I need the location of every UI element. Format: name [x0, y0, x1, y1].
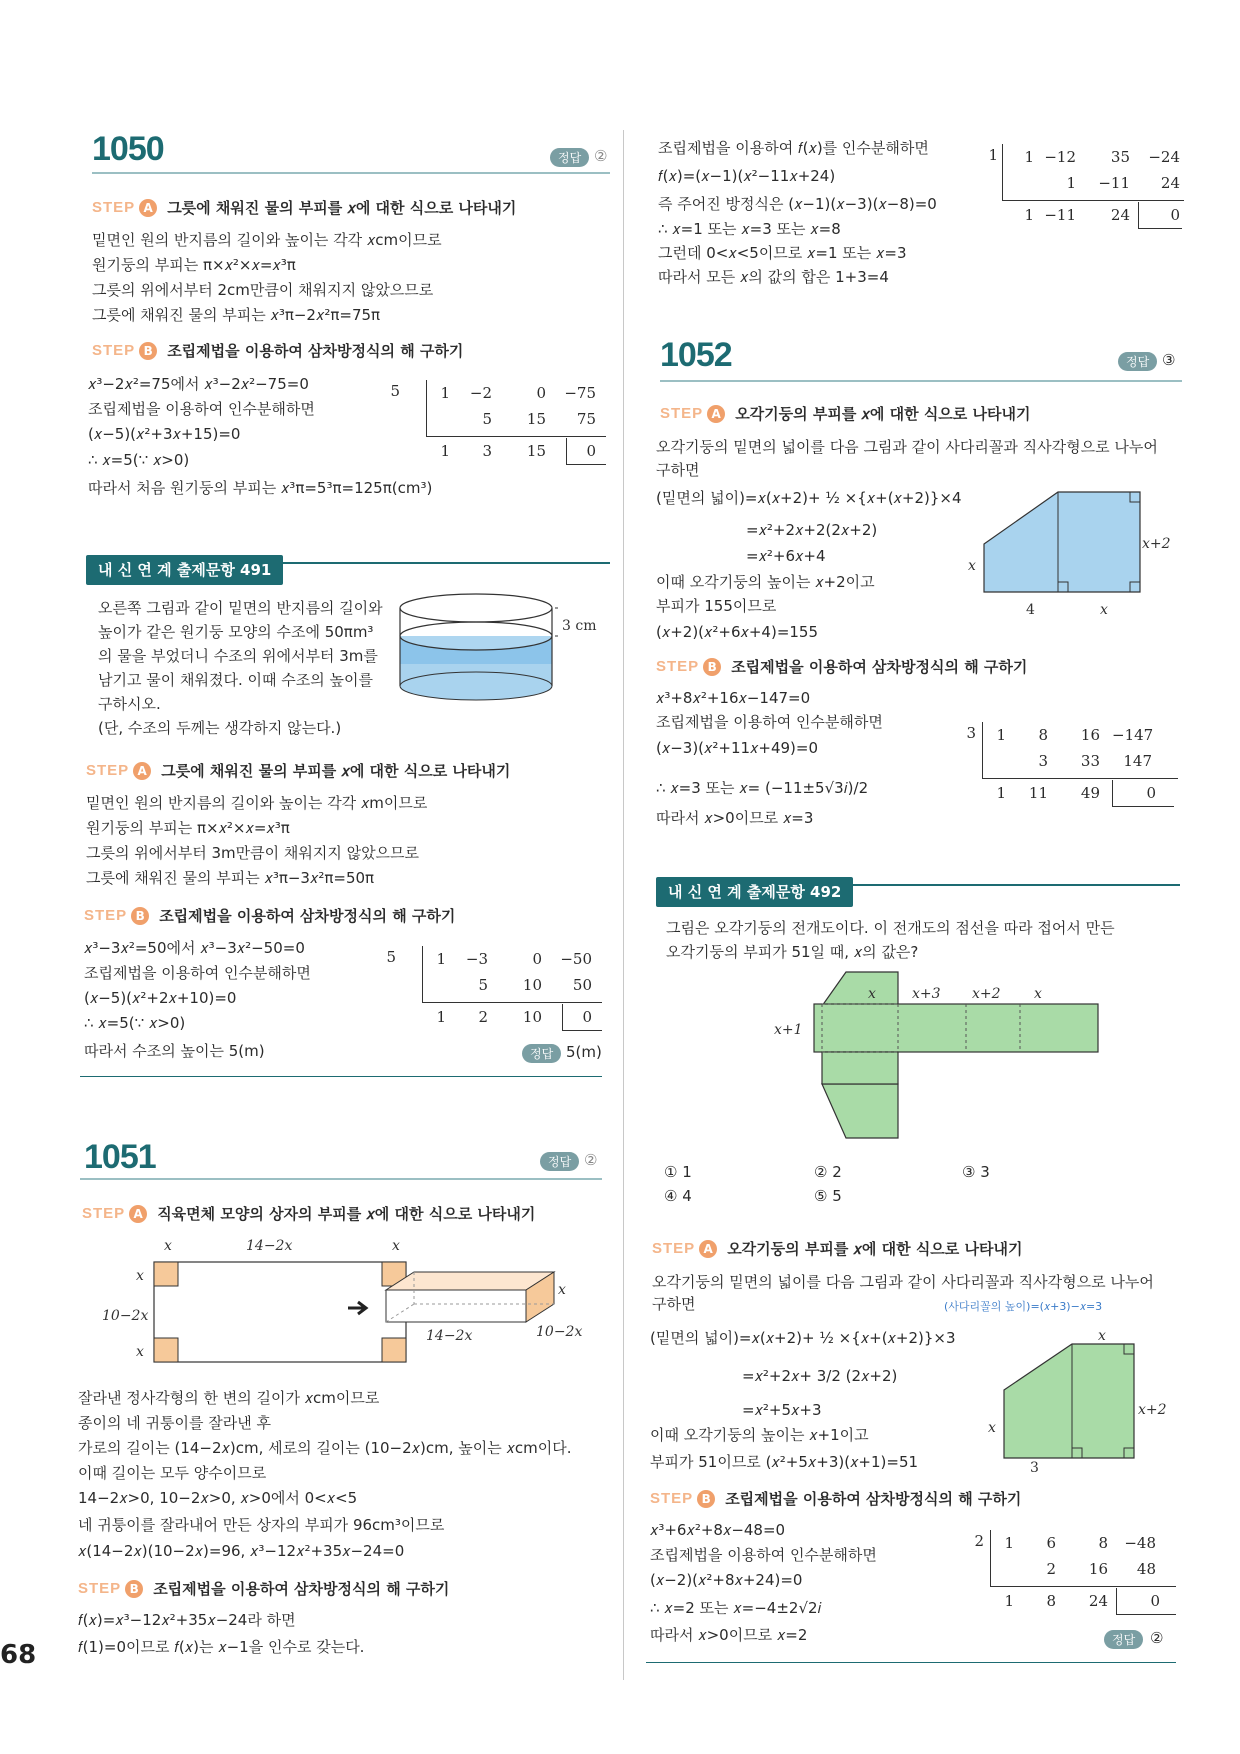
text-line: 이때 오각기둥의 높이는 𝑥+2이고: [656, 573, 875, 591]
question-line: (단, 수조의 두께는 생각하지 않는다.): [98, 719, 342, 737]
step-a-heading-491: STEP A 그릇에 채워진 물의 부피를 𝑥에 대한 식으로 나타내기: [86, 762, 511, 780]
step-b-heading-1051: STEP B 조립제법을 이용하여 삼차방정식의 해 구하기: [78, 1580, 450, 1598]
fig-label-top: 𝑥: [1098, 1328, 1106, 1344]
step-a-heading-492: STEP A 오각기둥의 부피를 𝑥에 대한 식으로 나타내기: [652, 1240, 1023, 1258]
fig-label-bottom-b: 𝑥: [1100, 602, 1108, 618]
synth-cell: 2: [478, 1008, 488, 1026]
pentagon-base-figure-492: [986, 1328, 1182, 1476]
choice-2[interactable]: ② 2: [814, 1163, 842, 1181]
section-rule: [92, 172, 610, 174]
step-b-heading-492: STEP B 조립제법을 이용하여 삼차방정식의 해 구하기: [650, 1490, 1022, 1508]
text-line: =𝑥²+2𝑥+ 3/2 (2𝑥+2): [742, 1367, 898, 1385]
synth-cell: −2: [469, 384, 492, 402]
synthetic-division-492: [974, 1530, 1180, 1620]
problem-number-1051: 1051: [84, 1138, 156, 1176]
text-line: 구하면: [652, 1295, 696, 1313]
text-line: 종이의 네 귀퉁이를 잘라낸 후: [78, 1414, 271, 1432]
text-line: 따라서 수조의 높이는 5(m): [84, 1042, 265, 1060]
synth-root: 2: [974, 1532, 984, 1550]
label-box-bottom: 14−2𝑥: [426, 1328, 473, 1344]
synth-remainder: 0: [1170, 206, 1180, 224]
label-x: 𝑥: [136, 1268, 144, 1284]
synth-remainder: 0: [586, 442, 596, 460]
question-line: 구하시오.: [98, 695, 161, 713]
problem-number-1050: 1050: [92, 130, 164, 168]
fig-label-left: 𝑥: [988, 1420, 996, 1436]
synth-cell: 24: [1160, 174, 1180, 192]
problem-number-1052: 1052: [660, 336, 732, 374]
text-line: ∴ 𝑥=1 또는 𝑥=3 또는 𝑥=8: [658, 220, 841, 238]
label-x: 𝑥: [136, 1344, 144, 1360]
text-line: 이때 오각기둥의 높이는 𝑥+1이고: [650, 1426, 869, 1444]
synth-cell: 1: [1024, 148, 1034, 166]
synth-cell: 75: [576, 410, 596, 428]
synth-cell: 24: [1110, 206, 1130, 224]
text-line: 그릇에 채워진 물의 부피는 𝑥³π−2𝑥²π=75π: [92, 306, 381, 324]
text-line: 원기둥의 부피는 π×𝑥²×𝑥=𝑥³π: [86, 819, 290, 837]
text-line: 14−2𝑥>0, 10−2𝑥>0, 𝑥>0에서 0<𝑥<5: [78, 1489, 358, 1507]
synth-remainder-bar: [1112, 780, 1113, 806]
net-label-4: 𝑥: [1034, 986, 1042, 1002]
cylinder-tank-figure: [398, 592, 608, 710]
synth-cell: 0: [532, 950, 542, 968]
exam-banner-492: 내 신 연 계 출제문항 492: [656, 877, 853, 907]
text-line: 조립제법을 이용하여 인수분해하면: [88, 400, 315, 418]
synth-root: 5: [390, 382, 400, 400]
text-line: 부피가 51이므로 (𝑥²+5𝑥+3)(𝑥+1)=51: [650, 1453, 919, 1471]
text-line: 그릇의 위에서부터 2cm만큼이 채워지지 않았으므로: [92, 281, 434, 299]
choice-1[interactable]: ① 1: [664, 1163, 692, 1181]
text-line: (𝑥−2)(𝑥²+8𝑥+24)=0: [650, 1571, 803, 1589]
answer-badge: 정답: [550, 148, 589, 167]
text-line: (밑면의 넓이)=𝑥(𝑥+2)+ ½ ×{𝑥+(𝑥+2)}×3: [650, 1329, 956, 1347]
text-line: 네 귀퉁이를 잘라내어 만든 상자의 부피가 96cm³이므로: [78, 1516, 445, 1534]
text-line: 이때 길이는 모두 양수이므로: [78, 1464, 267, 1482]
synth-cell: 15: [526, 442, 546, 460]
synth-cell: 8: [1038, 726, 1048, 744]
answer-badge: 정답: [522, 1044, 561, 1063]
synth-line: [422, 1002, 602, 1003]
exam-banner-491: 내 신 연 계 출제문항 491: [86, 555, 283, 585]
synth-remainder-line: [1138, 228, 1182, 229]
label-box-right: 10−2𝑥: [536, 1324, 583, 1340]
step-b-heading-491: STEP B 조립제법을 이용하여 삼차방정식의 해 구하기: [84, 907, 456, 925]
text-line: (𝑥+2)(𝑥²+6𝑥+4)=155: [656, 623, 819, 641]
text-line: 조립제법을 이용하여 𝑓(𝑥)를 인수분해하면: [658, 139, 929, 157]
synth-root: 3: [966, 724, 976, 742]
answer-value-1050: ②: [594, 147, 608, 165]
text-line: 잘라낸 정사각형의 한 변의 길이가 𝑥cm이므로: [78, 1389, 380, 1407]
synth-cell: 147: [1123, 752, 1152, 770]
synth-remainder-line: [562, 1030, 602, 1031]
text-line: (밑면의 넓이)=𝑥(𝑥+2)+ ½ ×{𝑥+(𝑥+2)}×4: [656, 489, 962, 507]
text-line: 따라서 모든 𝑥의 값의 합은 1+3=4: [658, 268, 889, 286]
text-line: 그런데 0<𝑥<5이므로 𝑥=1 또는 𝑥=3: [658, 244, 907, 262]
section-end-rule: [80, 1076, 602, 1077]
fig-label-right: 𝑥+2: [1142, 536, 1171, 552]
synth-cell: 10: [522, 976, 542, 994]
synth-cell: 16: [1080, 726, 1100, 744]
synth-remainder-bar: [1138, 202, 1139, 228]
answer-value-492: ②: [1150, 1629, 1164, 1647]
net-label-side: 𝑥+1: [774, 1022, 803, 1038]
text-line: 오각기둥의 밑면의 넓이를 다음 그림과 같이 사다리꼴과 직사각형으로 나누어: [656, 438, 1158, 456]
fig-label-bottom-a: 4: [1026, 602, 1035, 618]
synth-cell: 35: [1110, 148, 1130, 166]
synth-cell: −11: [1044, 206, 1076, 224]
text-line: 𝑓(𝑥)=𝑥³−12𝑥²+35𝑥−24라 하면: [78, 1611, 296, 1629]
text-line: (𝑥−5)(𝑥²+2𝑥+10)=0: [84, 989, 237, 1007]
text-line: 부피가 155이므로: [656, 597, 777, 615]
text-line: 𝑥³+8𝑥²+16𝑥−147=0: [656, 689, 811, 707]
step-b-heading-1050: STEP B 조립제법을 이용하여 삼차방정식의 해 구하기: [92, 342, 464, 360]
synth-cell: −12: [1044, 148, 1076, 166]
column-divider: [623, 130, 624, 1680]
synth-remainder-bar: [1116, 1588, 1117, 1614]
section-rule: [80, 1178, 602, 1180]
text-line: 조립제법을 이용하여 인수분해하면: [656, 713, 883, 731]
text-line: 𝑥³+6𝑥²+8𝑥−48=0: [650, 1521, 786, 1539]
synth-cell: 48: [1136, 1560, 1156, 1578]
synth-root: 5: [386, 948, 396, 966]
text-line: 그릇의 위에서부터 3m만큼이 채워지지 않았으므로: [86, 844, 420, 862]
text-line: ∴ 𝑥=5(∵ 𝑥>0): [88, 451, 190, 469]
synth-cell: −147: [1112, 726, 1154, 744]
answer-value-1052: ③: [1162, 351, 1176, 369]
text-line: 따라서 처음 원기둥의 부피는 𝑥³π=5³π=125π(cm³): [88, 479, 433, 497]
text-line: 밑면인 원의 반지름의 길이와 높이는 각각 𝑥cm이므로: [92, 231, 442, 249]
question-line: 그림은 오각기둥의 전개도이다. 이 전개도의 점선을 따라 접어서 만든: [666, 919, 1115, 937]
text-line: =𝑥²+5𝑥+3: [742, 1401, 822, 1419]
synth-remainder: 0: [1146, 784, 1156, 802]
question-line: 의 물을 부었더니 수조의 위에서부터 3m를: [98, 647, 378, 665]
synth-cell: 8: [1098, 1534, 1108, 1552]
synth-cell: −11: [1098, 174, 1130, 192]
synthetic-division-491: [386, 946, 606, 1036]
text-line: 𝑥³−3𝑥²=50에서 𝑥³−3𝑥²−50=0: [84, 939, 305, 957]
step-b-heading-1052: STEP B 조립제법을 이용하여 삼차방정식의 해 구하기: [656, 658, 1028, 676]
text-line: 𝑓(1)=0이므로 𝑓(𝑥)는 𝑥−1을 인수로 갖는다.: [78, 1638, 365, 1656]
answer-badge: 정답: [1104, 1630, 1143, 1649]
synth-cell: −24: [1148, 148, 1180, 166]
text-line: =𝑥²+2𝑥+2(2𝑥+2): [746, 521, 878, 539]
label-x: 𝑥: [164, 1238, 172, 1254]
synth-cell: 1: [436, 1008, 446, 1026]
text-line: 따라서 𝑥>0이므로 𝑥=3: [656, 809, 814, 827]
step-a-heading-1050: STEP A 그릇에 채워진 물의 부피를 𝑥에 대한 식으로 나타내기: [92, 199, 517, 217]
synth-cell: 11: [1028, 784, 1048, 802]
synth-cell: 2: [1046, 1560, 1056, 1578]
synth-cell: 1: [1004, 1592, 1014, 1610]
synth-remainder: 0: [582, 1008, 592, 1026]
net-label-1: 𝑥: [868, 986, 876, 1002]
synthetic-division-1052: [966, 722, 1182, 812]
synth-cell: 3: [482, 442, 492, 460]
label-x: 𝑥: [558, 1282, 566, 1298]
text-line: 그릇에 채워진 물의 부피는 𝑥³π−3𝑥²π=50π: [86, 869, 375, 887]
text-line: (𝑥−3)(𝑥²+11𝑥+49)=0: [656, 739, 819, 757]
synth-cell: 1: [440, 384, 450, 402]
section-rule: [660, 380, 1182, 382]
synth-cell: 16: [1088, 1560, 1108, 1578]
section-end-rule: [646, 1662, 1176, 1663]
synth-cell: 5: [482, 410, 492, 428]
question-line: 오각기둥의 부피가 51일 때, 𝑥의 값은?: [666, 943, 919, 961]
text-line: ∴ 𝑥=3 또는 𝑥= (−11±5√3𝑖)/2: [656, 779, 869, 797]
text-line: 오각기둥의 밑면의 넓이를 다음 그림과 같이 사다리꼴과 직사각형으로 나누어: [652, 1273, 1154, 1291]
synth-cell: 1: [996, 726, 1006, 744]
synth-cell: 1: [440, 442, 450, 460]
text-line: 따라서 𝑥>0이므로 𝑥=2: [650, 1626, 808, 1644]
synth-cell: 33: [1080, 752, 1100, 770]
answer-badge: 정답: [1118, 352, 1157, 371]
synth-cell: 1: [1024, 206, 1034, 224]
net-label-3: 𝑥+2: [972, 986, 1001, 1002]
label-top: 14−2𝑥: [246, 1238, 293, 1254]
synth-line: [426, 436, 606, 437]
tank-gap-label: 3 cm: [562, 618, 597, 634]
text-line: ∴ 𝑥=5(∵ 𝑥>0): [84, 1014, 186, 1032]
synthetic-division-1050: [390, 380, 610, 470]
synth-cell: 3: [1038, 752, 1048, 770]
synth-cell: −50: [560, 950, 592, 968]
question-line: 높이가 같은 원기둥 모양의 수조에 50πm³: [98, 623, 374, 641]
text-line: 𝑓(𝑥)=(𝑥−1)(𝑥²−11𝑥+24): [658, 167, 836, 185]
synth-cell: −48: [1124, 1534, 1156, 1552]
synth-cell: 0: [536, 384, 546, 402]
text-line: 밑면인 원의 반지름의 길이와 높이는 각각 𝑥m이므로: [86, 794, 428, 812]
choice-5[interactable]: ⑤ 5: [814, 1187, 842, 1205]
synth-cell: −75: [564, 384, 596, 402]
synth-remainder: 0: [1150, 1592, 1160, 1610]
text-line: 조립제법을 이용하여 인수분해하면: [650, 1546, 877, 1564]
synth-cell: 1: [996, 784, 1006, 802]
prism-net-figure: [770, 970, 1070, 1140]
synth-line: [1002, 200, 1184, 201]
synth-cell: 1: [436, 950, 446, 968]
synth-cell: 10: [522, 1008, 542, 1026]
synth-cell: 5: [478, 976, 488, 994]
question-line: 남기고 물이 채워졌다. 이때 수조의 높이를: [98, 671, 373, 689]
answer-badge: 정답: [540, 1152, 579, 1171]
answer-value-1051: ②: [584, 1151, 598, 1169]
step-a-heading-1052: STEP A 오각기둥의 부피를 𝑥에 대한 식으로 나타내기: [660, 405, 1031, 423]
synth-line: [990, 1586, 1176, 1587]
answer-value-491: 5(m): [566, 1043, 602, 1061]
text-line: 𝑥(14−2𝑥)(10−2𝑥)=96, 𝑥³−12𝑥²+35𝑥−24=0: [78, 1542, 405, 1560]
text-line: 즉 주어진 방정식은 (𝑥−1)(𝑥−3)(𝑥−8)=0: [658, 195, 937, 213]
synth-cell: 49: [1080, 784, 1100, 802]
page-number: 68: [0, 1640, 37, 1670]
box-net-figure: [96, 1232, 596, 1372]
synth-cell: 24: [1088, 1592, 1108, 1610]
text-line: (𝑥−5)(𝑥²+3𝑥+15)=0: [88, 425, 241, 443]
text-line: 𝑥³−2𝑥²=75에서 𝑥³−2𝑥²−75=0: [88, 375, 309, 393]
choice-4[interactable]: ④ 4: [664, 1187, 692, 1205]
label-x: 𝑥: [392, 1238, 400, 1254]
fig-label-left: 𝑥: [968, 558, 976, 574]
text-line: 구하면: [656, 461, 700, 479]
text-line: 조립제법을 이용하여 인수분해하면: [84, 964, 311, 982]
synth-line: [982, 778, 1178, 779]
synthetic-division-1051: [988, 144, 1188, 234]
synth-cell: 1: [1004, 1534, 1014, 1552]
synth-remainder-line: [1116, 1614, 1176, 1615]
synth-cell: 6: [1046, 1534, 1056, 1552]
net-label-2: 𝑥+3: [912, 986, 941, 1002]
text-line: 가로의 길이는 (14−2𝑥)cm, 세로의 길이는 (10−2𝑥)cm, 높이는 𝑥cm이다.: [78, 1439, 572, 1457]
fig-label-right: 𝑥+2: [1138, 1402, 1167, 1418]
label-left: 10−2𝑥: [102, 1308, 149, 1324]
synth-cell: 1: [1066, 174, 1076, 192]
step-a-heading-1051: STEP A 직육면체 모양의 상자의 부피를 𝑥에 대한 식으로 나타내기: [82, 1205, 536, 1223]
synth-remainder-line: [566, 464, 606, 465]
synth-cell: 50: [572, 976, 592, 994]
synth-root: 1: [988, 146, 998, 164]
synth-cell: 8: [1046, 1592, 1056, 1610]
text-line: 원기둥의 부피는 π×𝑥²×𝑥=𝑥³π: [92, 256, 296, 274]
synth-cell: 15: [526, 410, 546, 428]
trapezoid-height-note: (사다리꼴의 높이)=(𝑥+3)−𝑥=3: [944, 1300, 1103, 1313]
text-line: =𝑥²+6𝑥+4: [746, 547, 826, 565]
text-line: ∴ 𝑥=2 또는 𝑥=−4±2√2𝑖: [650, 1599, 822, 1617]
synth-remainder-line: [1112, 806, 1174, 807]
synth-cell: −3: [465, 950, 488, 968]
pentagon-base-figure-1052: [964, 484, 1182, 620]
question-line: 오른쪽 그림과 같이 밑면의 반지름의 길이와: [98, 599, 383, 617]
choice-3[interactable]: ③ 3: [962, 1163, 990, 1181]
fig-label-bottom: 3: [1030, 1460, 1039, 1476]
